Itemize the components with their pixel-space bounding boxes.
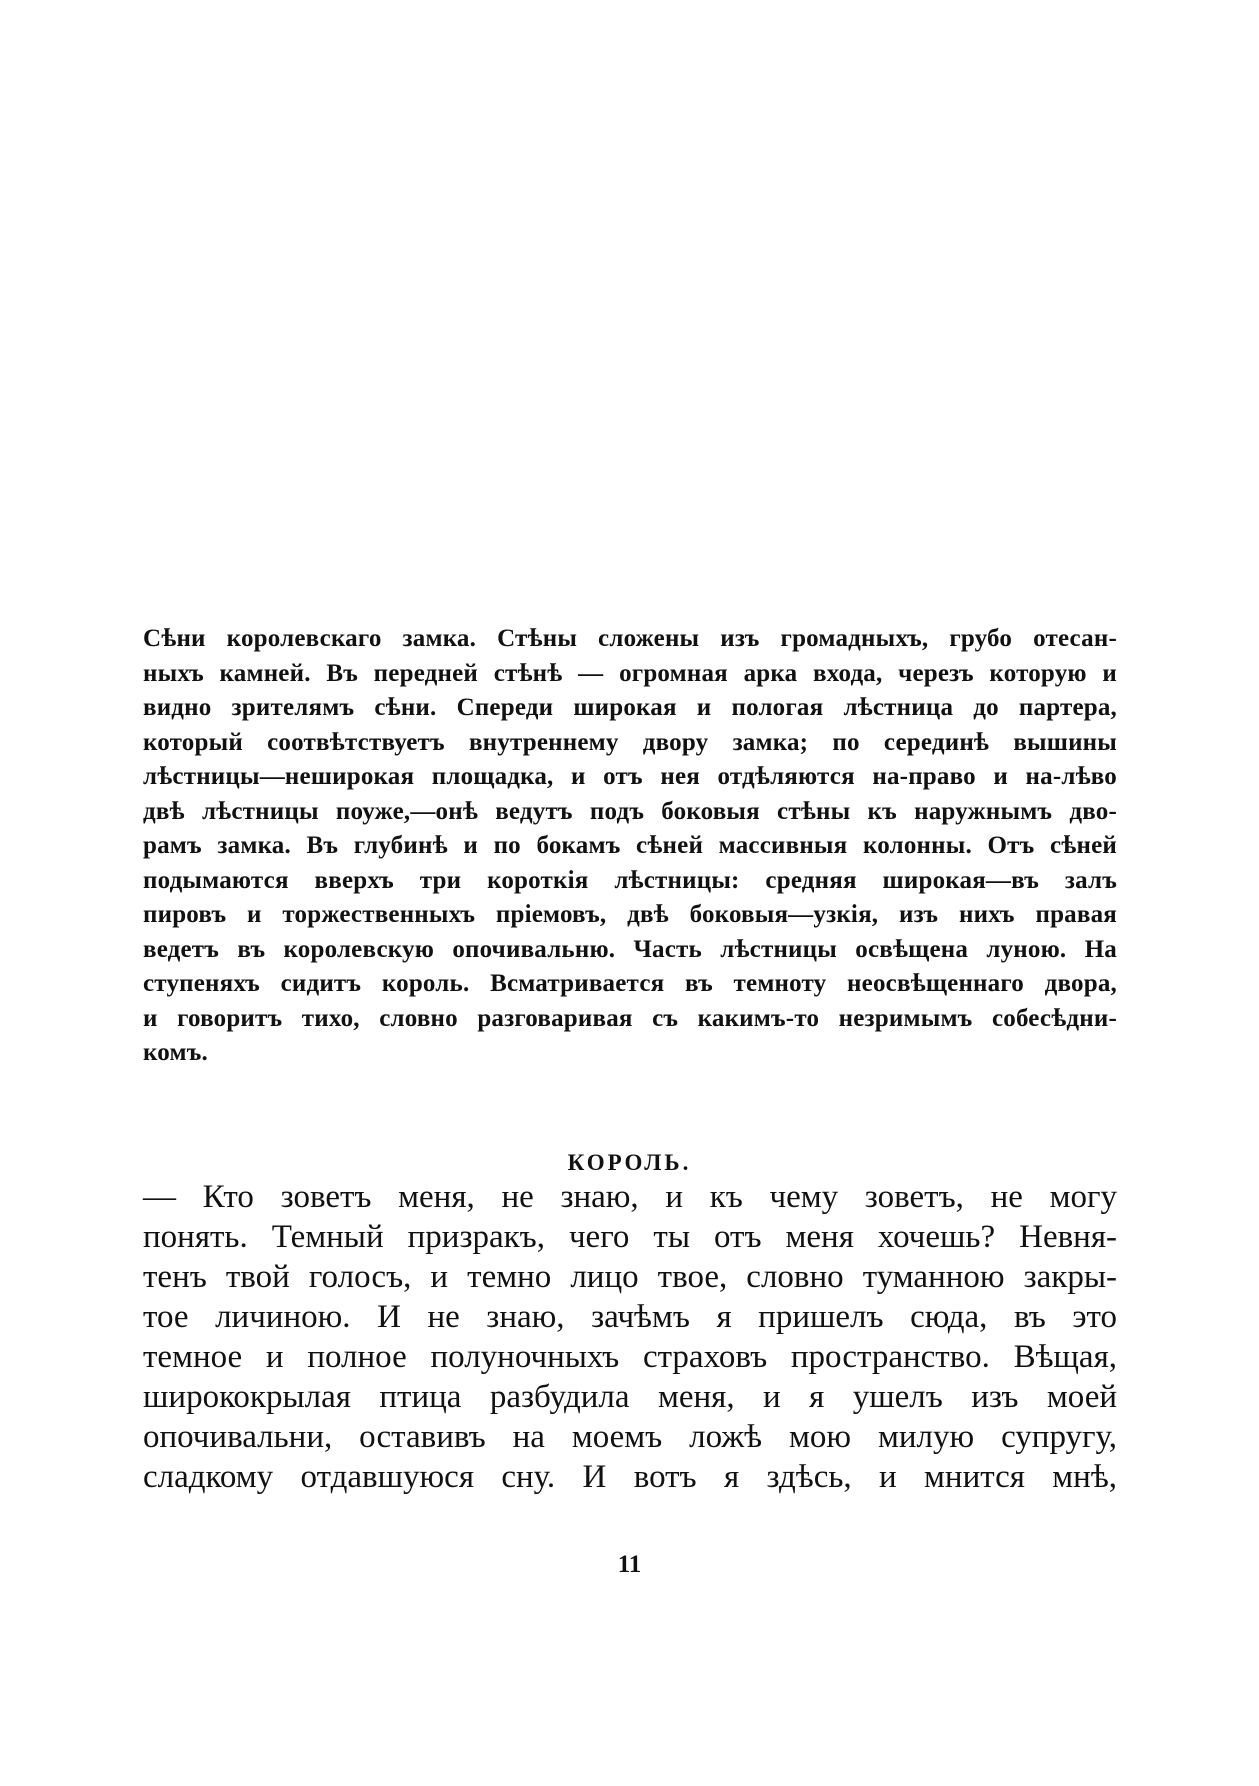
speech-line: тое личиною. И не знаю, зачѣмъ я пришелъ сюда, въ это [143, 1299, 1117, 1335]
stage-direction-line: лѣстницы—неширокая площадка, и отъ нея отдѣляются на-право и на-лѣво [143, 763, 1117, 790]
speech-line: тенъ твой голосъ, и темно лицо твое, словно туманною закры- [143, 1259, 1117, 1295]
speech-line: опочивальни, оставивъ на моемъ ложѣ мою милую супругу, [143, 1419, 1117, 1455]
stage-direction-line: ведетъ въ королевскую опочивальню. Часть лѣстницы освѣщена луною. На [143, 935, 1117, 963]
speech-line: ширококрылая птица разбудила меня, и я ушелъ изъ моей [143, 1379, 1117, 1415]
stage-direction-line: комъ. [143, 1039, 208, 1066]
stage-direction-line: ныхъ камней. Въ передней стѣнѣ — огромная арка входа, черезъ которую и [143, 659, 1117, 687]
stage-direction-line: подымаются вверхъ три короткія лѣстницы: средняя широкая—въ залъ [143, 866, 1117, 894]
speaker-name: КОРОЛЬ. [567, 1150, 692, 1175]
speech-line: — Кто зоветъ меня, не знаю, и къ чему зоветъ, не могу [143, 1179, 1117, 1215]
page-number: 11 [617, 1551, 642, 1578]
stage-direction [143, 622, 1117, 1071]
stage-direction-line: который соотвѣтствуетъ внутреннему двору замка; по серединѣ вышины [143, 728, 1117, 756]
stage-direction-line: двѣ лѣстницы поуже,—онѣ ведутъ подъ боковыя стѣны къ наружнымъ дво- [143, 797, 1117, 825]
speech-line: темное и полное полуночныхъ страховъ пространство. Вѣщая, [143, 1339, 1117, 1375]
speech-line: сладкому отдавшуюся сну. И вотъ я здѣсь, и мнится мнѣ, [143, 1459, 1117, 1495]
stage-direction-line: ступеняхъ сидитъ король. Всматривается въ темноту неосвѣщеннаго двора, [143, 970, 1117, 997]
stage-direction-line: видно зрителямъ сѣни. Спереди широкая и пологая лѣстница до партера, [143, 694, 1117, 721]
speech-line: понять. Темный призракъ, чего ты отъ меня хочешь? Невня- [143, 1219, 1117, 1255]
stage-direction-line: пировъ и торжественныхъ пріемовъ, двѣ боковыя—узкія, изъ нихъ правая [143, 901, 1117, 928]
speech-text [143, 1177, 1117, 1497]
stage-direction-line: Сѣни королевскаго замка. Стѣны сложены изъ громадныхъ, грубо отесан- [143, 625, 1117, 652]
stage-direction-line: рамъ замка. Въ глубинѣ и по бокамъ сѣней массивныя колонны. Отъ сѣней [143, 832, 1117, 859]
stage-direction-line: и говоритъ тихо, словно разговаривая съ какимъ-то незримымъ собесѣдни- [143, 1004, 1117, 1032]
